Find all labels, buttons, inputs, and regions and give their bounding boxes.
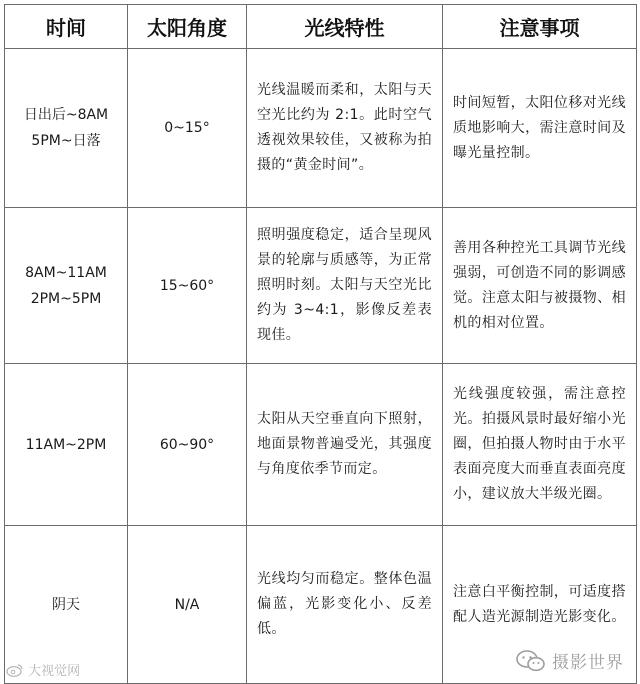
time-line: 5PM~日落 [31,133,101,149]
time-line: 日出后~8AM [23,107,109,123]
table-row [5,49,637,208]
watermark-right [516,648,624,673]
time-cell [5,208,128,364]
header-light-features: 光线特性 [247,5,443,49]
header-row [5,5,637,49]
wechat-icon [516,649,546,673]
sun-angle-cell: N/A [128,526,247,684]
light-feature-cell: 照明强度稳定，适合呈现风景的轮廓与质感等，为正常照明时刻。太阳与天空光比约为 3~4:1，影像反差表现佳。 [247,208,443,364]
light-feature-cell: 光线均匀而稳定。整体色温偏蓝，光影变化小、反差低。 [247,526,443,684]
notes-cell: 时间短暂，太阳位移对光线质地影响大，需注意时间及曝光量控制。 [443,49,637,208]
table-row [5,364,637,526]
sun-angle-cell: 0~15° [128,49,247,208]
notes-cell: 善用各种控光工具调节光线强弱，可创造不同的影调感觉。注意太阳与被摄物、相机的相对位置。 [443,208,637,364]
time-cell [5,49,128,208]
time-line: 2PM~5PM [30,290,102,307]
header-notes: 注意事项 [443,5,637,49]
header-time: 时间 [5,5,128,49]
sun-angle-cell: 60~90° [128,364,247,526]
light-feature-cell: 光线温暖而柔和，太阳与天空光比约为 2:1。此时空气透视效果较佳，又被称为拍摄的“黄金时间”。 [247,49,443,208]
time-line: 阴天 [52,596,80,613]
light-feature-cell: 太阳从天空垂直向下照射，地面景物普遍受光，其强度与角度依季节而定。 [247,364,443,526]
notes-cell: 光线强度较强，需注意控光。拍摄风景时最好缩小光圈，但拍摄人物时由于水平表面亮度大而垂直表面亮度小，建议放大半级光圈。 [443,364,637,526]
time-line: 11AM~2PM [25,436,107,453]
time-line: 8AM~11AM [25,264,107,281]
light-conditions-table [4,4,637,684]
notes-cell: 注意白平衡控制，可适度搭配人造光源制造光影变化。 [443,526,637,684]
weibo-icon [6,663,24,677]
watermark-right-text: 摄影世界 [552,653,624,673]
table-row [5,208,637,364]
watermark-left-text: 大视觉网 [28,664,81,679]
watermark-left [6,660,80,679]
time-cell [5,364,128,526]
sun-angle-cell: 15~60° [128,208,247,364]
header-sun-angle: 太阳角度 [128,5,247,49]
